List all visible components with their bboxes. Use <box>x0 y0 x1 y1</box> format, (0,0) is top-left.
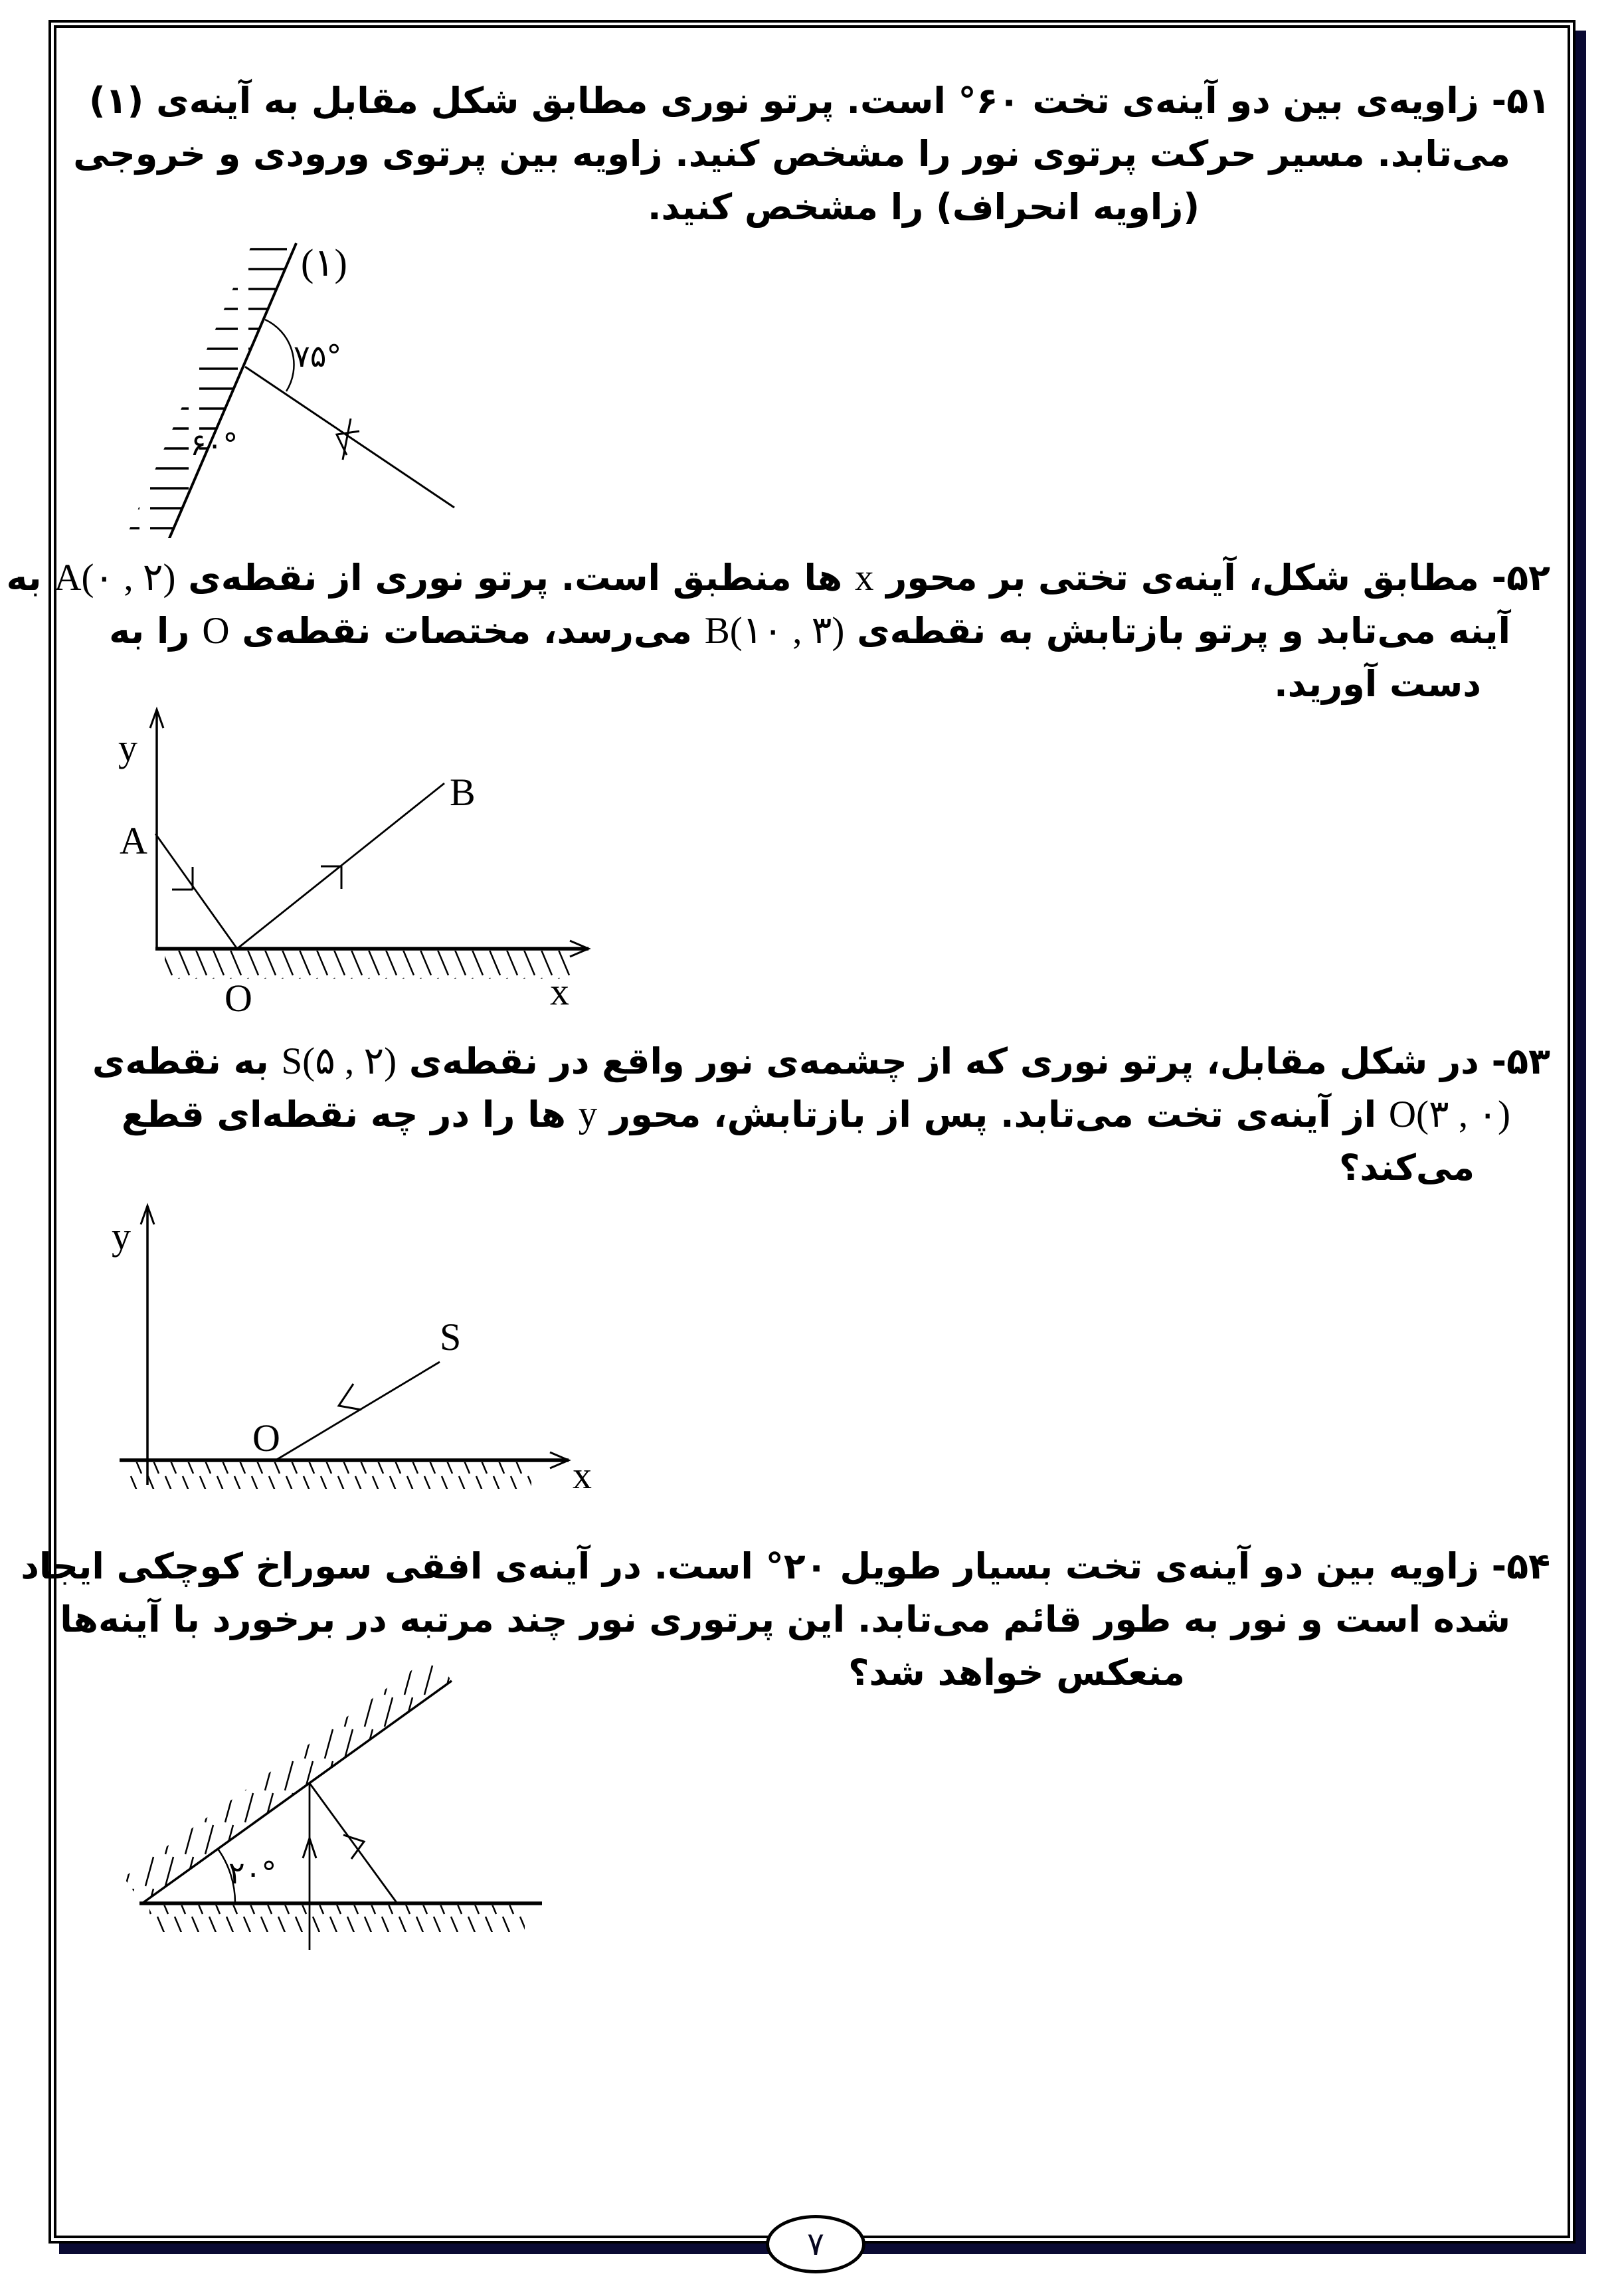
point-s-coordinates: S(۵ , ۲) <box>281 1040 397 1082</box>
point-o-symbol: O <box>202 610 230 652</box>
page-number-badge <box>766 2215 865 2273</box>
page-number: ۷ <box>807 2227 824 2262</box>
problem-52-line-1 <box>6 551 1550 605</box>
x-axis-symbol: x <box>854 557 874 599</box>
problem-53-line-3: می‌کند؟ <box>1338 1147 1475 1189</box>
text-segment: ۵۳- در شکل مقابل، پرتو نوری که از چشمه‌ی نور واقع در نقطه‌ی <box>397 1040 1550 1082</box>
x-axis-label: x <box>550 970 569 1013</box>
figure-mirror-on-x-axis <box>106 698 624 1023</box>
point-o-coordinates: O(۳ , ۰) <box>1388 1094 1510 1135</box>
ray-s-o-arrowhead <box>339 1384 361 1410</box>
problem-53-line-2 <box>72 1088 1550 1141</box>
reflected-ray-arrowhead <box>343 1835 364 1859</box>
text-segment: ها منطبق است. پرتو نوری از نقطه‌ی <box>175 557 855 599</box>
problem-52-line-2 <box>72 605 1550 658</box>
text-segment: به نقطه‌ی <box>92 1040 282 1082</box>
reflected-ray <box>310 1783 397 1903</box>
inclined-mirror-line <box>142 1681 452 1903</box>
problem-51-line-2: می‌تابد. مسیر حرکت پرتوی نور را مشخص کنید. زاویه بین پرتوی ورودی و خروجی <box>73 133 1510 175</box>
problem-52-line-3: دست آورید. <box>1274 663 1481 705</box>
mirror-hatching <box>165 951 573 979</box>
incident-ray-a-o <box>155 834 237 949</box>
problem-52-text <box>6 551 1550 711</box>
text-segment: ۵۲- مطابق شکل، آینه‌ی تختی بر محور <box>873 557 1550 599</box>
text-segment: ها را در چه نقطه‌ای قطع <box>121 1094 579 1135</box>
text-segment: آینه می‌تابد و پرتو بازتابش به نقطه‌ی <box>844 610 1510 652</box>
mirror-hatching <box>130 1462 531 1489</box>
mirror-1-label: (۱) <box>301 241 347 284</box>
problem-53-text <box>72 1035 1550 1195</box>
figure-two-mirrors-60deg <box>100 226 511 538</box>
text-segment: می‌رسد، مختصات نقطه‌ی <box>229 610 705 652</box>
mirror-1-hatching <box>100 243 296 538</box>
angle-75-label: ۷۵° <box>294 338 342 374</box>
problem-51-line-3: (زاویه انحراف) را مشخص کنید. <box>647 186 1200 228</box>
point-o-label: O <box>252 1416 280 1460</box>
incident-ray-s-o <box>276 1362 440 1460</box>
figure-source-ray-to-mirror <box>93 1196 618 1501</box>
incident-ray <box>245 367 454 508</box>
x-axis-label: x <box>573 1454 592 1497</box>
point-a-coordinates: A(۰ , ۲) <box>54 557 176 599</box>
problem-54-line-2: شده است و نور به طور قائم می‌تابد. این پرتوری نور چند مرتبه در برخورد با آینه‌ها <box>60 1598 1510 1640</box>
text-segment: به <box>6 557 54 599</box>
problem-51-text <box>72 74 1550 234</box>
figure-two-mirrors-20deg <box>120 1664 585 1963</box>
problem-51-line-1: ۵۱- زاویه‌ی بین دو آینه‌ی تخت ۶۰° است. پرتو نوری مطابق شکل مقابل به آینه‌ی (۱) <box>88 80 1550 122</box>
y-axis-symbol: y <box>578 1094 598 1135</box>
point-a-label: A <box>120 819 147 862</box>
y-axis-label: y <box>112 1214 131 1258</box>
source-s-label: S <box>440 1315 462 1359</box>
problem-54-line-1: ۵۴- زاویه بین دو آینه‌ی تخت بسیار طویل ۲۰° است. در آینه‌ی افقی سوراخ کوچکی ایجاد <box>21 1545 1550 1587</box>
angle-20-label: ۲۰° <box>228 1855 277 1891</box>
point-b-label: B <box>450 771 476 814</box>
problem-54-line-3: منعکس خواهد شد؟ <box>848 1652 1185 1693</box>
point-b-coordinates: B(۱۰ , ۳) <box>704 610 845 652</box>
problem-53-line-1 <box>72 1035 1550 1088</box>
angle-60-label: ۶۰° <box>190 427 238 462</box>
text-segment: از آینه‌ی تخت می‌تابد. پس از بازتابش، محور <box>597 1094 1389 1135</box>
point-o-label: O <box>225 977 252 1020</box>
y-axis-label: y <box>118 726 137 769</box>
angle-75-arc <box>265 320 294 391</box>
text-segment: را به <box>109 610 203 652</box>
inclined-mirror-hatching <box>124 1664 452 1903</box>
horizontal-mirror-hatching <box>149 1905 525 1932</box>
